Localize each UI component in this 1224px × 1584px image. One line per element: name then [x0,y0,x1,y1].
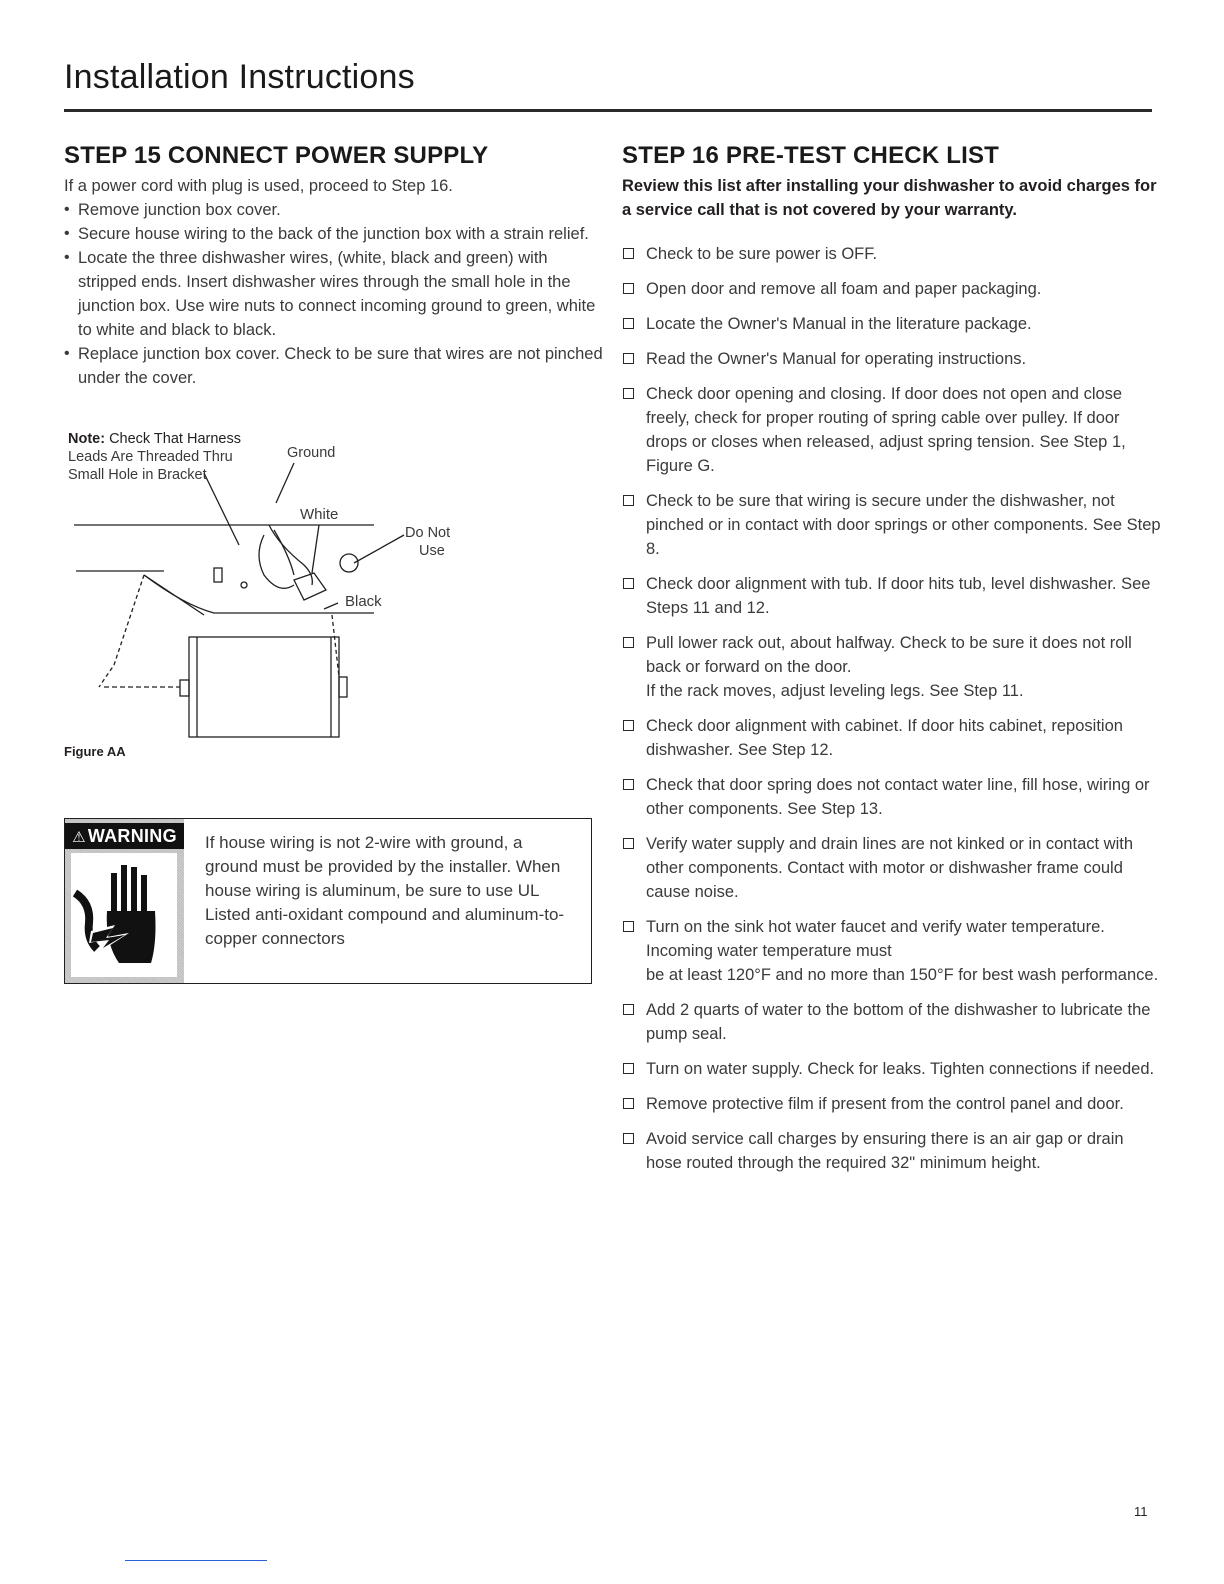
figure-note-line3: Small Hole in Bracket [68,467,207,483]
junction-box-diagram [64,425,484,745]
checkbox-icon [623,283,634,294]
step-15-heading: STEP 15 CONNECT POWER SUPPLY [64,142,489,169]
checkbox-icon [623,388,634,399]
figure-note-line2: Leads Are Threaded Thru [68,449,233,465]
step-16-subhead: Review this list after installing your dishwasher to avoid charges for a service call that is not covered by your warranty. [622,177,1157,219]
checklist-item: Avoid service call charges by ensuring there is an air gap or drain hose routed through the required 32" minimum height. [622,1127,1162,1175]
checklist-item: Remove protective film if present from the control panel and door. [622,1092,1162,1116]
bullet-icon: • [64,201,70,218]
checkbox-icon [623,1133,634,1144]
label-black: Black [345,593,382,610]
checklist-item: Read the Owner's Manual for operating instructions. [622,347,1162,371]
label-white: White [300,506,339,523]
checkbox-icon [623,1004,634,1015]
checkbox-icon [623,921,634,932]
step-15-bullets [64,198,604,390]
junction-box-figure [64,425,484,765]
checkbox-icon [623,248,634,259]
figure-note-line1: Check That Harness [109,431,241,447]
page-number: 11 [1134,1504,1148,1519]
warning-triangle-icon: ⚠ [72,829,86,846]
checkbox-icon [623,1098,634,1109]
footer-link-underline [125,1560,267,1561]
checklist-item: Check that door spring does not contact water line, fill hose, wiring or other components. See Step 13. [622,773,1162,821]
bullet-icon: • [64,249,70,266]
warning-box [64,818,592,984]
checklist-item: Locate the Owner's Manual in the literature package. [622,312,1162,336]
bullet-item: • Replace junction box cover. Check to be sure that wires are not pinched under the cover. [64,342,604,390]
checkbox-icon [623,318,634,329]
warning-label: ⚠ WARNING [65,823,184,849]
electric-shock-icon [71,853,177,982]
step-15-section [64,142,604,390]
checklist-item: Add 2 quarts of water to the bottom of the dishwasher to lubricate the pump seal. [622,998,1162,1046]
figure-note-bold: Note: [68,431,106,447]
label-do-not: Do Not [405,525,451,541]
step-15-intro: If a power cord with plug is used, proceed to Step 16. [64,177,453,195]
checkbox-icon [623,838,634,849]
checkbox-icon [623,495,634,506]
checkbox-icon [623,637,634,648]
svg-text:Note:Check That Harness [68,431,241,447]
checklist-item: Check to be sure power is OFF. [622,242,1162,266]
page-title: Installation Instructions [64,58,415,96]
bullet-icon: • [64,225,70,242]
checklist-item: Verify water supply and drain lines are not kinked or in contact with other components. Contact with motor or dishwasher frame could cause noise. [622,832,1162,904]
label-use: Use [419,543,445,559]
checklist-item: Pull lower rack out, about halfway. Check to be sure it does not roll back or forward on the door. If the rack moves, adjust leveling legs. See Step 11. [622,631,1162,703]
checkbox-icon [623,353,634,364]
label-ground: Ground [287,445,336,461]
checklist-item: Check door opening and closing. If door does not open and close freely, check for proper routing of spring cable over pulley. If door drops or closes when released, adjust spring tension. See Step 1, Figure G. [622,382,1162,478]
checkbox-icon [623,720,634,731]
warning-text: If house wiring is not 2-wire with ground, a ground must be provided by the installer. When house wiring is aluminum, be sure to use UL Listed anti-oxidant compound and aluminum-to-copper connectors [205,833,565,948]
checklist-item: Turn on the sink hot water faucet and verify water temperature. Incoming water temperature must be at least 120°F and no more than 150°F for best wash performance. [622,915,1162,987]
checkbox-icon [623,578,634,589]
checklist-item: Check door alignment with cabinet. If door hits cabinet, reposition dishwasher. See Step 12. [622,714,1162,762]
bullet-item: • Secure house wiring to the back of the junction box with a strain relief. [64,222,604,246]
checklist-item: Turn on water supply. Check for leaks. Tighten connections if needed. [622,1057,1162,1081]
checkbox-icon [623,779,634,790]
bullet-icon: • [64,345,70,362]
checklist-item: Open door and remove all foam and paper packaging. [622,277,1162,301]
step-16-section [622,142,1162,1186]
checklist-item: Check to be sure that wiring is secure under the dishwasher, not pinched or in contact with door springs or other components. See Step 8. [622,489,1162,561]
pre-test-checklist [622,242,1162,1175]
bullet-item: • Locate the three dishwasher wires, (white, black and green) with stripped ends. Insert dishwasher wires through the small hole in the junction box. Use wire nuts to connect incoming ground to green, white to white and black to black. [64,246,604,342]
figure-caption: Figure AA [64,744,126,759]
bullet-item: • Remove junction box cover. [64,198,604,222]
checklist-item: Check door alignment with tub. If door hits tub, level dishwasher. See Steps 11 and 12. [622,572,1162,620]
checkbox-icon [623,1063,634,1074]
step-16-heading: STEP 16 PRE-TEST CHECK LIST [622,142,1000,169]
title-rule [64,109,1152,112]
